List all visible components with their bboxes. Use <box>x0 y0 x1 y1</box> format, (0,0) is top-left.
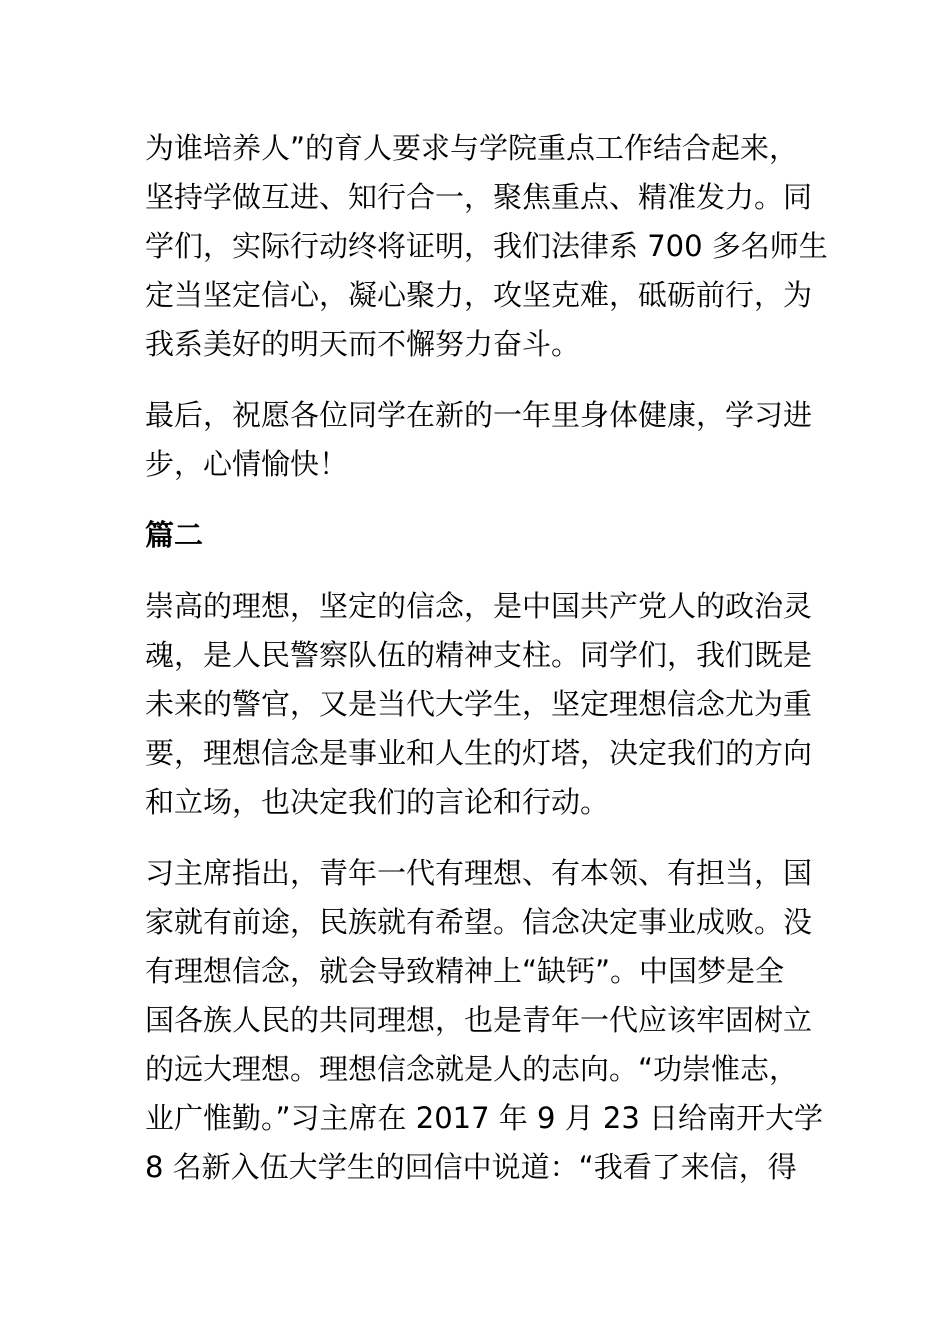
text-line: 家就有前途，民族就有希望。信念决定事业成败。没 <box>145 905 813 939</box>
text-line: 习主席指出，青年一代有理想、有本领、有担当，国 <box>145 856 813 890</box>
text-line: 最后，祝愿各位同学在新的一年里身体健康，学习进 <box>145 398 813 432</box>
text-line: 8 名新入伍大学生的回信中说道：“我看了来信，得 <box>145 1150 797 1184</box>
text-line: 的远大理想。理想信念就是人的志向。“功崇惟志， <box>145 1052 799 1086</box>
text-line: 学们，实际行动终将证明，我们法律系 700 多名师生 <box>145 229 828 263</box>
text-line: 崇高的理想，坚定的信念，是中国共产党人的政治灵 <box>145 589 813 623</box>
paragraph-4 <box>145 849 823 1192</box>
text-line: 要，理想信念是事业和人生的灯塔，决定我们的方向 <box>145 736 813 770</box>
section-heading <box>145 511 810 560</box>
text-line: 魂，是人民警察队伍的精神支柱。同学们，我们既是 <box>145 638 813 672</box>
heading-text: 篇二 <box>145 518 204 552</box>
paragraph-2 <box>145 391 813 489</box>
text-line: 未来的警官，又是当代大学生，坚定理想信念尤为重 <box>145 687 813 721</box>
text-line: 坚持学做互进、知行合一，聚焦重点、精准发力。同 <box>145 180 813 214</box>
text-line: 业广惟勤。”习主席在 2017 年 9 月 23 日给南开大学 <box>145 1101 823 1135</box>
document-page <box>145 124 828 1214</box>
text-line: 国各族人民的共同理想，也是青年一代应该牢固树立 <box>145 1003 813 1037</box>
text-line: 步，心情愉快！ <box>145 447 349 481</box>
text-line: 和立场，也决定我们的言论和行动。 <box>145 785 610 819</box>
paragraph-1 <box>145 124 828 369</box>
text-line: 为谁培养人”的育人要求与学院重点工作结合起来， <box>145 131 799 165</box>
text-line: 我系美好的明天而不懈努力奋斗。 <box>145 327 581 361</box>
text-line: 有理想信念，就会导致精神上“缺钙”。中国梦是全 <box>145 954 785 988</box>
paragraph-3 <box>145 582 813 827</box>
text-line: 定当坚定信心，凝心聚力，攻坚克难，砥砺前行，为 <box>145 278 813 312</box>
